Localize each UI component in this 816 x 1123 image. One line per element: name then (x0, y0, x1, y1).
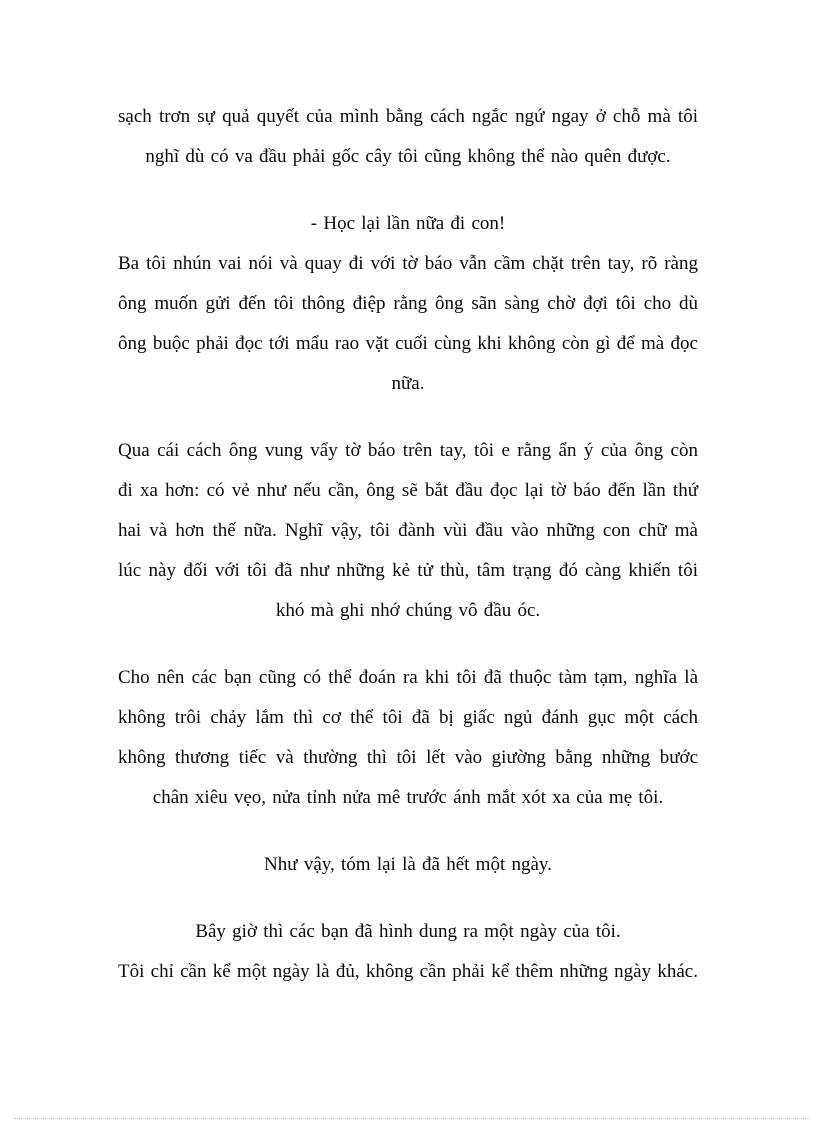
paragraph: Như vậy, tóm lại là đã hết một ngày. (264, 854, 552, 875)
paragraph: sạch trơn sự quả quyết của mình bằng cách ngắc ngứ ngay ở chỗ mà tôi nghĩ dù có va đầu phải gốc cây tôi cũng không thể nào quên được. (118, 106, 698, 167)
paragraph: Bây giờ thì các bạn đã hình dung ra một ngày của tôi. (195, 921, 621, 942)
paragraph: Cho nên các bạn cũng có thể đoán ra khi tôi đã thuộc tàm tạm, nghĩa là không trôi chảy lắm thì cơ thể tôi đã bị giấc ngủ đánh gục một cách không thương tiếc và thường thì tôi lết vào giường bằng những bước chân xiêu vẹo, nửa tỉnh nửa mê trước ánh mắt xót xa của mẹ tôi. (118, 667, 698, 808)
text-block (118, 0, 698, 992)
paragraph: Qua cái cách ông vung vẩy tờ báo trên tay, tôi e rằng ẩn ý của ông còn đi xa hơn: có vẻ như nếu cần, ông sẽ bắt đầu đọc lại tờ báo đến lần thứ hai và hơn thế nữa. Nghĩ vậy, tôi đành vùi đầu vào những con chữ mà lúc này đối với tôi đã như những kẻ tử thù, tâm trạng đó càng khiến tôi khó mà ghi nhớ chúng vô đầu óc. (118, 440, 698, 621)
page-break-divider (14, 1118, 810, 1119)
paragraph: Tôi chỉ cần kể một ngày là đủ, không cần phải kể thêm những ngày khác. (118, 961, 698, 982)
paragraph: Ba tôi nhún vai nói và quay đi với tờ báo vẫn cầm chặt trên tay, rõ ràng ông muốn gửi đến tôi thông điệp rằng ông sãn sàng chờ đợi tôi cho dù ông buộc phải đọc tới mẩu rao vặt cuối cùng khi không còn gì để mà đọc nữa. (118, 253, 698, 394)
paragraph: - Học lại lần nữa đi con! (310, 213, 506, 234)
